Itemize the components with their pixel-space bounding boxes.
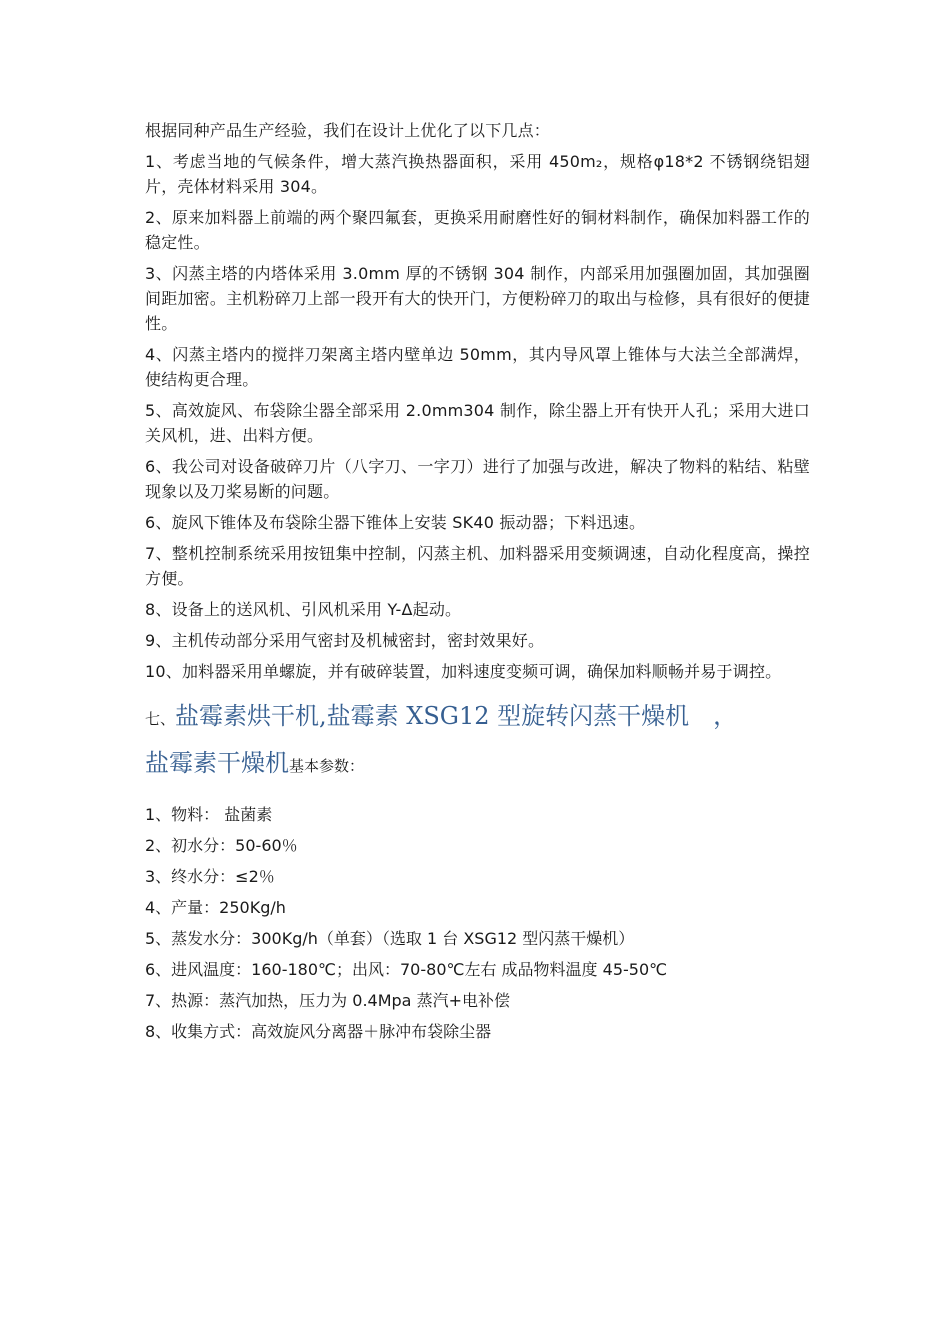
list-item: 9、主机传动部分采用气密封及机械密封，密封效果好。 <box>145 631 545 650</box>
list-item: 6、旋风下锥体及布袋除尘器下锥体上安装 SK40 振动器；下料迅速。 <box>145 513 646 532</box>
intro-text: 根据同种产品生产经验，我们在设计上优化了以下几点： <box>145 121 551 140</box>
section-title-line2: 盐霉素干燥机 <box>145 749 289 777</box>
list-item: 10、加料器采用单螺旋，并有破碎装置，加料速度变频可调，确保加料顺畅并易于调控。 <box>145 662 782 681</box>
param-item: 5、蒸发水分：300Kg/h（单套）（选取 1 台 XSG12 型闪蒸干燥机） <box>145 929 635 948</box>
param-item: 6、进风温度：160-180℃；出风：70-80℃左右 成品物料温度 45-50℃ <box>145 960 668 979</box>
list-item: 5、高效旋风、布袋除尘器全部采用 2.0mm304 制作，除尘器上开有快开人孔；采用大进口关风机，进、出料方便。 <box>145 401 810 445</box>
section-heading-line2 <box>145 741 810 788</box>
optimization-list <box>145 149 810 684</box>
section-title-suffix: 基本参数： <box>289 757 365 775</box>
list-item: 8、设备上的送风机、引风机采用 Y-Δ起动。 <box>145 600 462 619</box>
param-item: 7、热源：蒸汽加热，压力为 0.4Mpa 蒸汽+电补偿 <box>145 991 510 1010</box>
param-item: 2、初水分：50-60％ <box>145 836 298 855</box>
list-item: 3、闪蒸主塔的内塔体采用 3.0mm 厚的不锈钢 304 制作，内部采用加强圈加固，其加强圈间距加密。主机粉碎刀上部一段开有大的快开门，方便粉碎刀的取出与检修，具有很好的便捷性。 <box>145 264 810 333</box>
param-item: 8、收集方式：高效旋风分离器＋脉冲布袋除尘器 <box>145 1022 492 1041</box>
section-title-line1: 盐霉素烘干机,盐霉素 XSG12 型旋转闪蒸干燥机 ， <box>175 702 738 730</box>
param-item: 4、产量：250Kg/h <box>145 898 286 917</box>
list-item: 1、考虑当地的气候条件，增大蒸汽换热器面积，采用 450m₂，规格φ18*2 不锈钢绕铝翅片，壳体材料采用 304。 <box>145 152 810 196</box>
list-item: 2、原来加料器上前端的两个聚四氟套，更换采用耐磨性好的铜材料制作，确保加料器工作的稳定性。 <box>145 208 810 252</box>
section-number: 七、 <box>145 710 176 728</box>
list-item: 7、整机控制系统采用按钮集中控制，闪蒸主机、加料器采用变频调速，自动化程度高，操控方便。 <box>145 544 810 588</box>
parameter-list <box>145 802 810 1044</box>
document-body <box>145 118 810 1050</box>
param-item: 1、物料： 盐菌素 <box>145 805 273 824</box>
list-item: 4、闪蒸主塔内的搅拌刀架离主塔内壁单边 50mm，其内导风罩上锥体与大法兰全部满焊，使结构更合理。 <box>145 345 810 389</box>
list-item: 6、我公司对设备破碎刀片（八字刀、一字刀）进行了加强与改进，解决了物料的粘结、粘壁现象以及刀桨易断的问题。 <box>145 457 810 501</box>
section-heading <box>145 694 810 741</box>
param-item: 3、终水分：≤2％ <box>145 867 275 886</box>
